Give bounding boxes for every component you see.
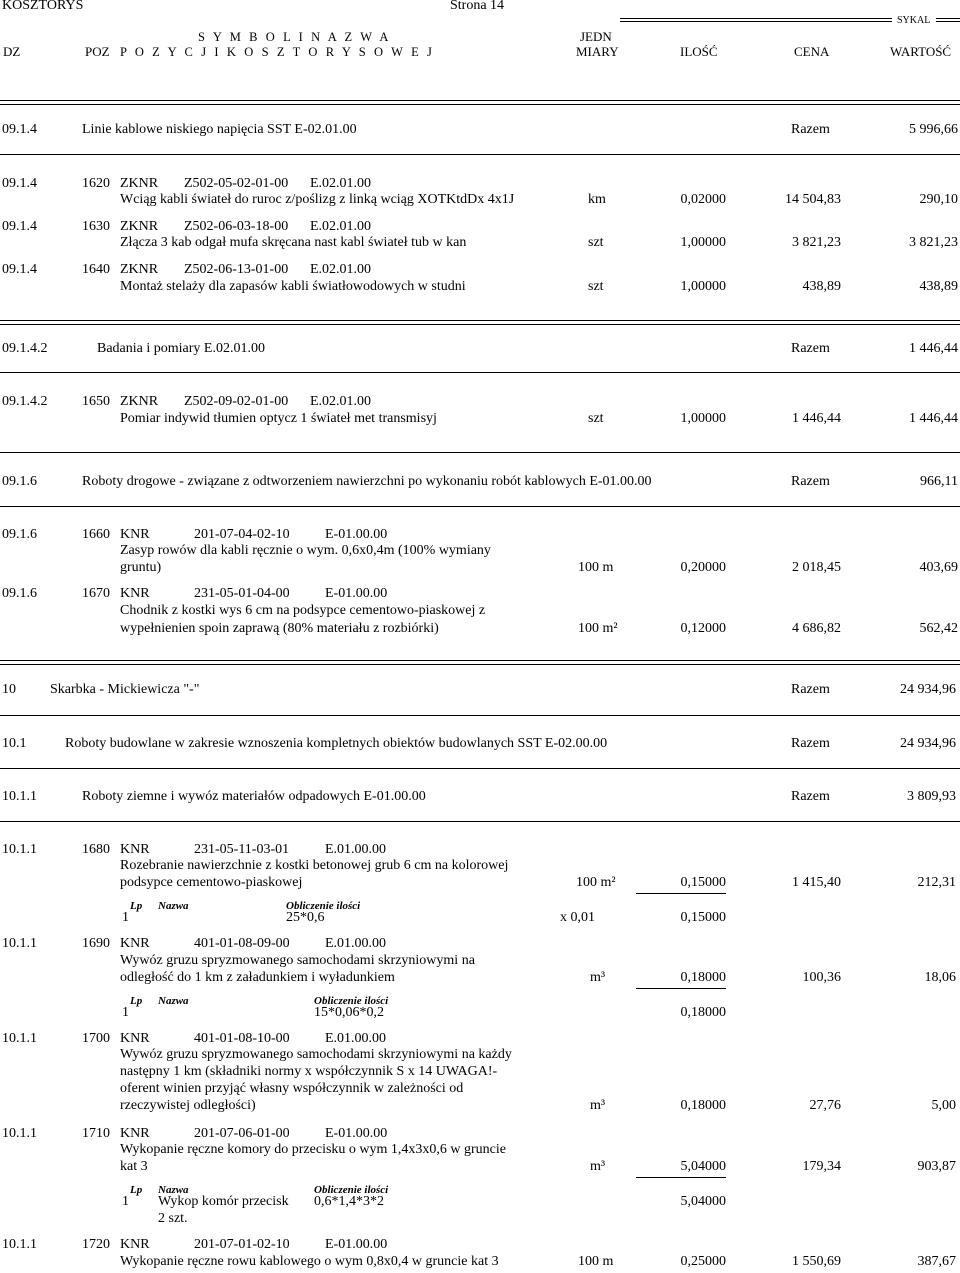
- item-code: 401-01-08-09-00: [194, 936, 290, 951]
- item-quantity: 1,00000: [680, 235, 726, 250]
- item-unit: szt: [588, 279, 604, 294]
- item-poz: 1640: [82, 262, 110, 277]
- item-description: gruntu): [120, 560, 162, 575]
- section-name: Badania i pomiary E.02.01.00: [97, 341, 265, 356]
- calc-lp: 1: [122, 1005, 129, 1020]
- calc-name: Wykop komór przecisk: [158, 1194, 289, 1209]
- item-unit: szt: [588, 411, 604, 426]
- item-value: 290,10: [919, 192, 958, 207]
- item-quantity: 0,12000: [680, 621, 726, 636]
- item-unit: m³: [590, 970, 606, 985]
- item-code: Z502-06-13-01-00: [184, 262, 289, 277]
- item-dz: 10.1.1: [2, 1126, 37, 1141]
- calc-header-calc: Obliczenie ilości: [314, 1184, 389, 1196]
- calc-header-lp: Lp: [130, 995, 143, 1007]
- item-dz: 09.1.6: [2, 527, 37, 542]
- col-jedn-header: JEDN: [580, 29, 612, 44]
- item-code: 401-01-08-10-00: [194, 1031, 290, 1046]
- section-name: Roboty drogowe - związane z odtworzeniem nawierzchni po wykonaniu robót kablowych E-01.00.00: [82, 474, 652, 489]
- item-unit: km: [588, 192, 606, 207]
- header-rule: [620, 18, 892, 19]
- item-unit: 100 m²: [576, 875, 616, 890]
- item-description: wypełnienien spoin zaprawą (80% materiału z rozbiórki): [120, 621, 439, 636]
- item-catalog: KNR: [120, 1237, 150, 1252]
- section-total-label: Razem: [791, 736, 830, 751]
- section-total: 966,11: [920, 474, 958, 489]
- calc-result: 5,04000: [680, 1194, 726, 1209]
- item-dz: 10.1.1: [2, 936, 37, 951]
- item-code: 231-05-11-03-01: [194, 842, 290, 857]
- item-description: Wciąg kabli świateł do ruroc z/poślizg z linką wciąg XOTKtdDx 4x1J: [120, 192, 515, 207]
- item-value: 5,00: [931, 1098, 956, 1113]
- item-price: 27,76: [809, 1098, 841, 1113]
- item-unit: m³: [590, 1098, 606, 1113]
- item-quantity: 0,02000: [680, 192, 726, 207]
- item-catalog: KNR: [120, 842, 150, 857]
- section-total-label: Razem: [791, 122, 830, 137]
- item-code: 201-07-04-02-10: [194, 527, 290, 542]
- item-price: 4 686,82: [792, 621, 841, 636]
- section-name: Skarbka - Mickiewicza "-": [50, 682, 200, 697]
- item-sst: E.02.01.00: [310, 394, 372, 409]
- section-total-label: Razem: [791, 341, 830, 356]
- col-miary-header: MIARY: [576, 44, 619, 59]
- item-code: Z502-05-02-01-00: [184, 176, 289, 191]
- item-quantity: 1,00000: [680, 279, 726, 294]
- item-price: 1 415,40: [792, 875, 841, 890]
- calc-expression: 15*0,06*0,2: [314, 1005, 384, 1020]
- item-unit: 100 m²: [578, 621, 618, 636]
- calc-expression: 0,6*1,4*3*2: [314, 1194, 384, 1209]
- item-dz: 09.1.4: [2, 262, 37, 277]
- header-separator: [0, 100, 960, 105]
- item-quantity: 0,18000: [680, 970, 726, 985]
- calc-header-calc: Obliczenie ilości: [286, 900, 361, 912]
- item-quantity: 5,04000: [680, 1159, 726, 1174]
- item-description: Wywóz gruzu spryzmowanego samochodami skrzyniowymi na: [120, 953, 475, 968]
- item-value: 1 446,44: [909, 411, 958, 426]
- col-wartosc-header: WARTOŚĆ: [890, 44, 952, 59]
- section-name: Linie kablowe niskiego napięcia SST E-02.01.00: [82, 122, 357, 137]
- item-value: 387,67: [917, 1254, 956, 1269]
- item-sst: E.02.01.00: [310, 262, 372, 277]
- section-dz: 09.1.4.2: [2, 341, 48, 356]
- item-value: 212,31: [917, 875, 956, 890]
- calc-header-lp: Lp: [130, 1184, 143, 1196]
- item-catalog: ZKNR: [120, 219, 159, 234]
- calc-expression: 25*0,6: [286, 910, 325, 925]
- calc-header-name: Nazwa: [158, 900, 189, 912]
- item-price: 100,36: [802, 970, 841, 985]
- item-description: Wywóz gruzu spryzmowanego samochodami skrzyniowymi na każdy: [120, 1047, 512, 1062]
- item-dz: 09.1.4: [2, 176, 37, 191]
- item-sst: E-01.00.00: [325, 527, 388, 542]
- item-sst: E.01.00.00: [325, 1031, 387, 1046]
- item-price: 14 504,83: [785, 192, 841, 207]
- section-total-label: Razem: [791, 682, 830, 697]
- item-poz: 1720: [82, 1237, 110, 1252]
- item-sst: E.01.00.00: [325, 936, 387, 951]
- calc-result: 0,18000: [680, 1005, 726, 1020]
- item-unit: szt: [588, 235, 604, 250]
- item-catalog: KNR: [120, 1031, 150, 1046]
- item-poz: 1650: [82, 394, 110, 409]
- item-catalog: ZKNR: [120, 394, 159, 409]
- section-dz: 10.1.1: [2, 789, 37, 804]
- section-dz: 10.1: [2, 736, 27, 751]
- section-total-label: Razem: [791, 789, 830, 804]
- item-unit: 100 m: [578, 560, 614, 575]
- section-name: Roboty ziemne i wywóz materiałów odpadowych E-01.00.00: [82, 789, 426, 804]
- item-unit: 100 m: [578, 1254, 614, 1269]
- item-dz: 10.1.1: [2, 1031, 37, 1046]
- section-total: 24 934,96: [900, 682, 956, 697]
- page-number: Strona 14: [450, 0, 505, 13]
- report-title: KOSZTORYS: [2, 0, 84, 13]
- section-name: Roboty budowlane w zakresie wznoszenia kompletnych obiektów budowlanych SST E-02.00.00: [65, 736, 608, 751]
- calc-lp: 1: [122, 1194, 129, 1209]
- item-poz: 1680: [82, 842, 110, 857]
- calc-header-calc: Obliczenie ilości: [314, 995, 389, 1007]
- section-total: 3 809,93: [907, 789, 956, 804]
- item-code: Z502-06-03-18-00: [184, 219, 289, 234]
- brand-label: SYKAL: [897, 15, 931, 26]
- item-value: 562,42: [919, 621, 958, 636]
- item-poz: 1660: [82, 527, 110, 542]
- item-catalog: KNR: [120, 586, 150, 601]
- item-price: 3 821,23: [792, 235, 841, 250]
- section-total: 24 934,96: [900, 736, 956, 751]
- item-description: Wykopanie ręczne rowu kablowego o wym 0,8x0,4 w gruncie kat 3: [120, 1254, 499, 1269]
- item-description: Wykopanie ręczne komory do przecisku o wym 1,4x3x0,6 w gruncie: [120, 1142, 506, 1157]
- item-value: 903,87: [917, 1159, 956, 1174]
- item-poz: 1630: [82, 219, 110, 234]
- item-poz: 1690: [82, 936, 110, 951]
- col-ilosc-header: ILOŚĆ: [680, 44, 718, 59]
- item-description: Montaż stelaży dla zapasów kabli światłowodowych w studni: [120, 279, 466, 294]
- item-dz: 10.1.1: [2, 842, 37, 857]
- item-dz: 09.1.4.2: [2, 394, 48, 409]
- item-sst: E.02.01.00: [310, 219, 372, 234]
- item-description: rzeczywistej odległości): [120, 1098, 256, 1113]
- col-symbol-header-2: P O Z Y C J I K O S Z T O R Y S O W E J: [120, 45, 435, 59]
- section-total: 5 996,66: [909, 122, 958, 137]
- calc-header-name: Nazwa: [158, 995, 189, 1007]
- item-price: 179,34: [802, 1159, 841, 1174]
- item-dz: 09.1.4: [2, 219, 37, 234]
- item-catalog: KNR: [120, 936, 150, 951]
- item-description: oferent winien przyjąć własny współczynnik w zależności od: [120, 1081, 464, 1096]
- item-quantity: 0,15000: [680, 875, 726, 890]
- item-code: Z502-09-02-01-00: [184, 394, 289, 409]
- section-dz: 10: [2, 682, 16, 697]
- item-catalog: KNR: [120, 1126, 150, 1141]
- item-description: podsypce cementowo-piaskowej: [120, 875, 303, 890]
- item-poz: 1670: [82, 586, 110, 601]
- item-catalog: ZKNR: [120, 262, 159, 277]
- item-poz: 1700: [82, 1031, 110, 1046]
- calc-header-lp: Lp: [130, 900, 143, 912]
- calc-lp: 1: [122, 910, 129, 925]
- item-description: odległość do 1 km z załadunkiem i wyładunkiem: [120, 970, 395, 985]
- item-sst: E-01.00.00: [325, 1237, 388, 1252]
- item-description: Pomiar indywid tłumien optycz 1 świateł met transmisyj: [120, 411, 437, 426]
- item-price: 1 550,69: [792, 1254, 841, 1269]
- col-symbol-header: S Y M B O L I N A Z W A: [198, 30, 392, 44]
- item-value: 3 821,23: [909, 235, 958, 250]
- item-description: następny 1 km (składniki normy x współczynnik S x 14 UWAGA!-: [120, 1064, 498, 1079]
- item-catalog: ZKNR: [120, 176, 159, 191]
- section-total: 1 446,44: [909, 341, 958, 356]
- item-description: Złącza 3 kab odgał mufa skręcana nast kabl świateł tub w kan: [120, 235, 467, 250]
- item-value: 403,69: [919, 560, 958, 575]
- item-quantity: 0,25000: [680, 1254, 726, 1269]
- section-dz: 09.1.4: [2, 122, 37, 137]
- item-quantity: 1,00000: [680, 411, 726, 426]
- col-cena-header: CENA: [794, 44, 830, 59]
- calc-name: 2 szt.: [158, 1211, 188, 1226]
- item-quantity: 0,18000: [680, 1098, 726, 1113]
- item-poz: 1620: [82, 176, 110, 191]
- item-code: 201-07-06-01-00: [194, 1126, 290, 1141]
- item-unit: m³: [590, 1159, 606, 1174]
- col-dz-header: DZ: [3, 44, 21, 59]
- item-sst: E.01.00.00: [325, 842, 387, 857]
- item-description: Chodnik z kostki wys 6 cm na podsypce cementowo-piaskowej z: [120, 603, 486, 618]
- col-poz-header: POZ: [85, 44, 110, 59]
- calc-multiplier: x 0,01: [560, 910, 595, 925]
- item-price: 1 446,44: [792, 411, 841, 426]
- item-value: 438,89: [919, 279, 958, 294]
- item-dz: 10.1.1: [2, 1237, 37, 1252]
- item-sst: E-01.00.00: [325, 1126, 388, 1141]
- item-quantity: 0,20000: [680, 560, 726, 575]
- item-dz: 09.1.6: [2, 586, 37, 601]
- item-code: 201-07-01-02-10: [194, 1237, 290, 1252]
- item-sst: E.02.01.00: [310, 176, 372, 191]
- calc-result: 0,15000: [680, 910, 726, 925]
- item-price: 438,89: [802, 279, 841, 294]
- section-total-label: Razem: [791, 474, 830, 489]
- item-code: 231-05-01-04-00: [194, 586, 290, 601]
- item-poz: 1710: [82, 1126, 110, 1141]
- item-description: Rozebranie nawierzchnie z kostki betonowej grub 6 cm na kolorowej: [120, 858, 509, 873]
- item-sst: E-01.00.00: [325, 586, 388, 601]
- item-value: 18,06: [924, 970, 956, 985]
- item-price: 2 018,45: [792, 560, 841, 575]
- item-description: kat 3: [120, 1159, 148, 1174]
- calc-header-name: Nazwa: [158, 1184, 189, 1196]
- item-description: Zasyp rowów dla kabli ręcznie o wym. 0,6x0,4m (100% wymiany: [120, 543, 491, 558]
- item-catalog: KNR: [120, 527, 150, 542]
- section-dz: 09.1.6: [2, 474, 37, 489]
